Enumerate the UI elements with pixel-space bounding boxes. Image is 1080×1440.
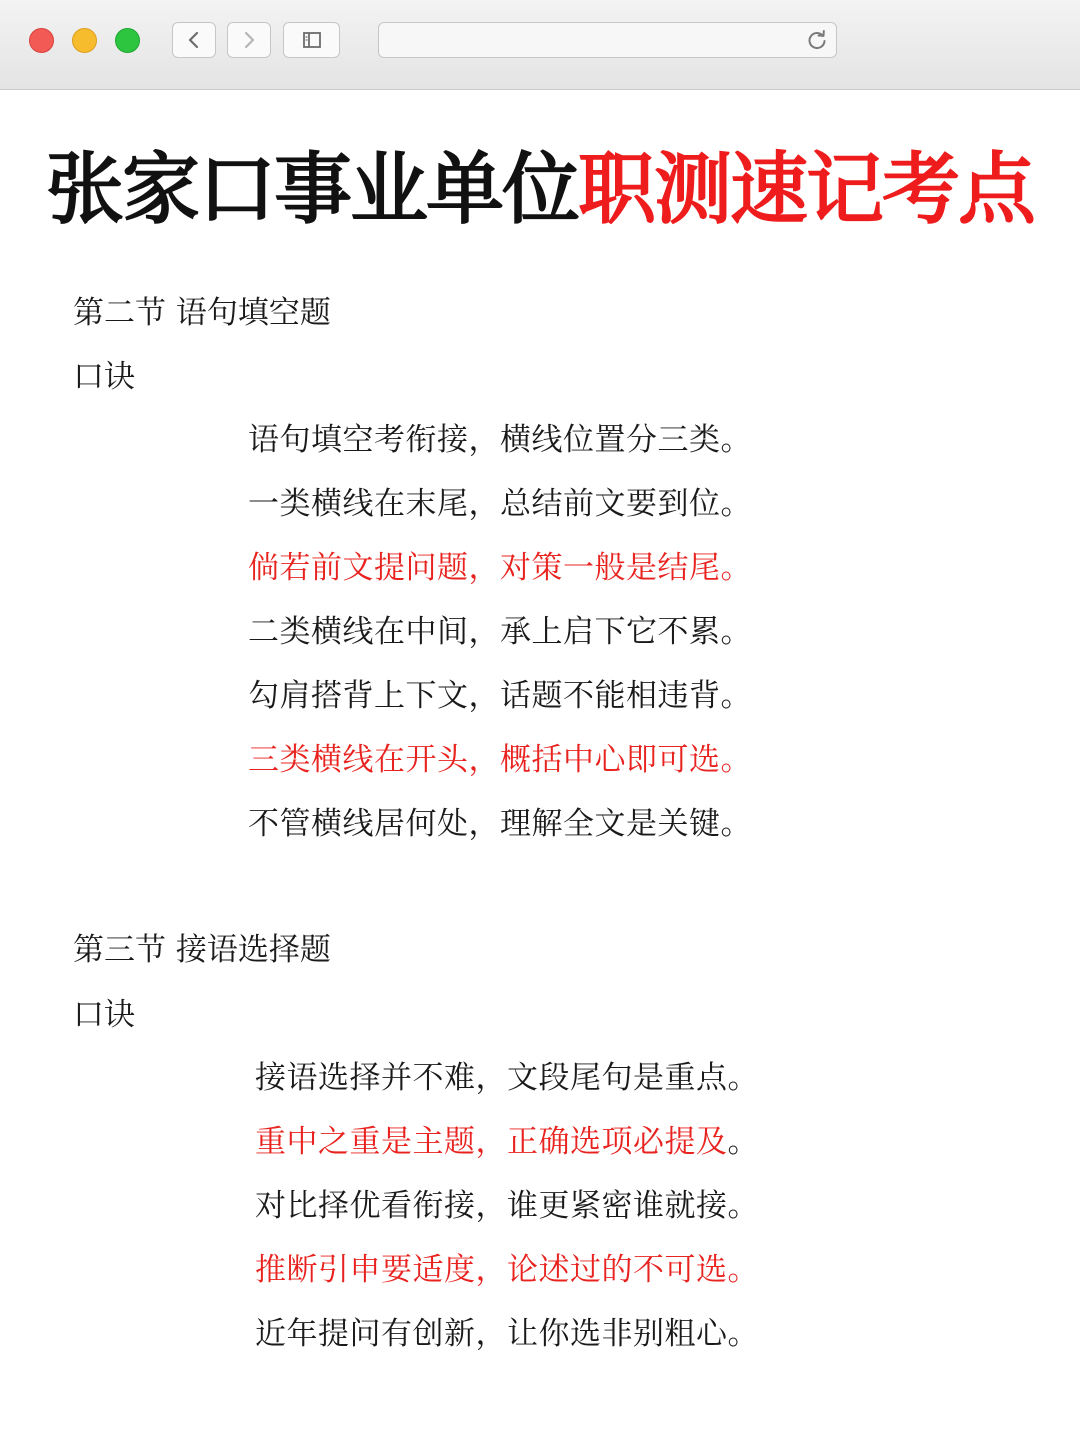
verse-line-highlight: 推断引申要适度，论述过的不可选。 [255,1252,759,1288]
verse-line: 二类横线在中间，承上启下它不累。 [248,614,752,650]
verse-line: 对比择优看衔接，谁更紧密谁就接。 [255,1188,759,1224]
reload-icon[interactable] [806,29,828,51]
close-window-button[interactable] [29,28,54,53]
verse-line: 近年提问有创新，让你选非别粗心。 [255,1316,759,1352]
verse-line-highlight [255,1110,759,1174]
title-red-part: 职测速记考点 [578,145,1035,235]
verse-line-highlight: 倘若前文提问题，对策一般是结尾。 [248,550,752,586]
forward-button[interactable] [227,22,271,58]
section3-heading: 第三节 接语选择题 [73,932,331,968]
verse-line-highlight: 三类横线在开头，概括中心即可选。 [248,742,752,778]
title-black-part: 张家口事业单位 [45,145,578,235]
sidebar-button[interactable] [283,22,340,58]
section2-heading: 第二节 语句填空题 [73,295,331,331]
section2-verse [248,408,752,856]
verse-line: 一类横线在末尾，总结前文要到位。 [248,486,752,522]
verse-line: 勾肩搭背上下文，话题不能相违背。 [248,678,752,714]
minimize-window-button[interactable] [72,28,97,53]
zoom-window-button[interactable] [115,28,140,53]
back-button[interactable] [172,22,216,58]
section3-verse [255,1046,759,1366]
section2-subheading: 口诀 [73,359,135,395]
chevron-right-icon [242,31,256,49]
verse-line: 接语选择并不难，文段尾句是重点。 [255,1060,759,1096]
verse-line: 不管横线居何处，理解全文是关键。 [248,806,752,842]
chevron-left-icon [187,31,201,49]
verse-line: 语句填空考衔接，横线位置分三类。 [248,422,752,458]
browser-toolbar [0,0,1080,90]
section3-subheading: 口诀 [73,997,135,1033]
verse-line-tail: 。 [727,1124,759,1160]
verse-line-text: 重中之重是主题，正确选项必提及 [255,1124,728,1160]
page-title [0,140,1080,240]
sidebar-icon [302,31,322,49]
address-bar[interactable] [378,22,837,58]
